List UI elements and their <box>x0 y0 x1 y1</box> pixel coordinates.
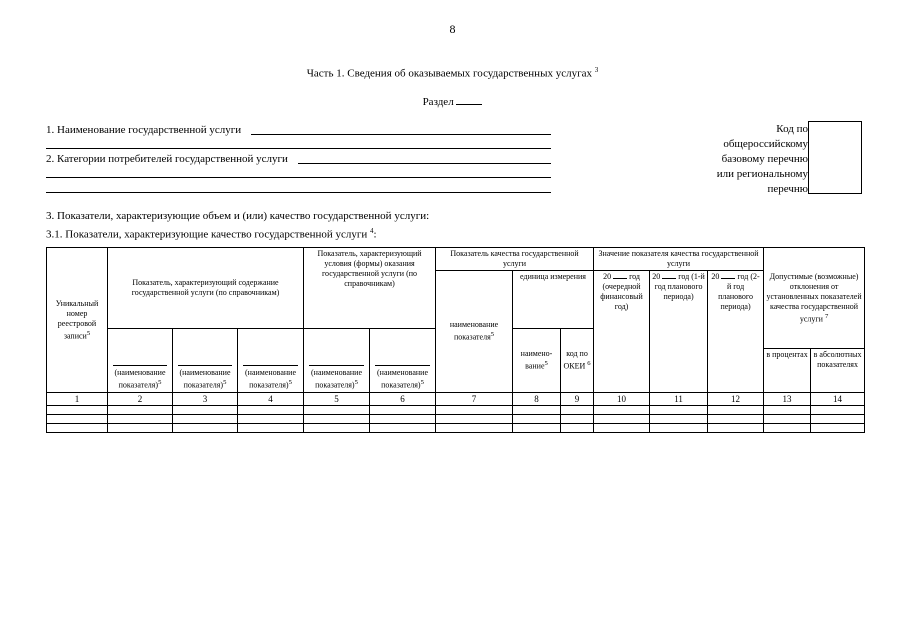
service-name-line[interactable] <box>251 134 551 135</box>
header-deviation: Допустимые (возможные) отклонения от установленных показателей качества государственной услуги $^7$ <box>764 248 865 349</box>
consumer-category-line-3[interactable] <box>46 192 551 193</box>
header-name-ind-4: (наименование показателя)$^5$ <box>238 329 304 393</box>
header-year-3: 20 год (2-й год планового периода) <box>708 271 764 393</box>
column-numbers-row: 1 2 3 4 5 6 7 8 9 10 11 12 13 14 <box>47 393 865 406</box>
heading-3: 3. Показатели, характеризующие объем и (или) качество государственной услуги: <box>46 210 430 222</box>
consumer-category-line[interactable] <box>298 163 551 164</box>
service-name-label: 1. Наименование государственной услуги <box>46 124 242 136</box>
header-absolute: в абсолютных показателях <box>811 349 865 393</box>
service-name-line-2[interactable] <box>46 148 551 149</box>
header-quality-name: наименование показателя$^5$ <box>436 271 513 393</box>
heading-3-1: 3.1. Показатели, характеризующие качество государственной услуги $^4$: <box>46 227 377 241</box>
table-row[interactable] <box>47 415 865 424</box>
header-percent: в процентах <box>764 349 811 393</box>
header-name-ind-5: (наименование показателя)$^5$ <box>304 329 370 393</box>
header-unit-name: наимено-вание$^5$ <box>513 329 561 393</box>
consumer-category-label: 2. Категории потребителей государственной услуги <box>46 153 288 165</box>
page-number: 8 <box>449 22 456 36</box>
quality-indicators-table <box>46 247 865 433</box>
table-row[interactable] <box>47 406 865 415</box>
section-label: Раздел <box>0 96 905 108</box>
header-year-2: 20 год (1-й год планового периода) <box>650 271 708 393</box>
header-name-ind-2: (наименование показателя)$^5$ <box>108 329 173 393</box>
code-label: Код по общероссийскому базовому перечню или региональному перечню <box>716 123 808 195</box>
header-unit: единица измерения <box>513 271 594 329</box>
header-indicator-value: Значение показателя качества государственной услуги <box>594 248 764 271</box>
header-unique-number: Уникальный номер реестровой записи$^5$ <box>47 248 108 393</box>
code-input-box[interactable] <box>808 121 862 194</box>
header-quality-indicator: Показатель качества государственной услуги <box>436 248 594 271</box>
header-conditions-indicator: Показатель, характеризующий условия (формы) оказания государственной услуги (по справочникам) <box>304 248 436 329</box>
consumer-category-line-2[interactable] <box>46 177 551 178</box>
table-row[interactable] <box>47 424 865 433</box>
header-name-ind-3: (наименование показателя)$^5$ <box>173 329 238 393</box>
part-title: Часть 1. Сведения об оказываемых государственных услугах $^3$ <box>306 66 599 80</box>
header-content-indicator: Показатель, характеризующий содержание государственной услуги (по справочникам) <box>108 248 304 329</box>
header-year-1: 20 год (очередной финансовый год) <box>594 271 650 393</box>
header-okei: код по ОКЕИ $^6$ <box>561 329 594 393</box>
header-name-ind-6: (наименование показателя)$^5$ <box>370 329 436 393</box>
